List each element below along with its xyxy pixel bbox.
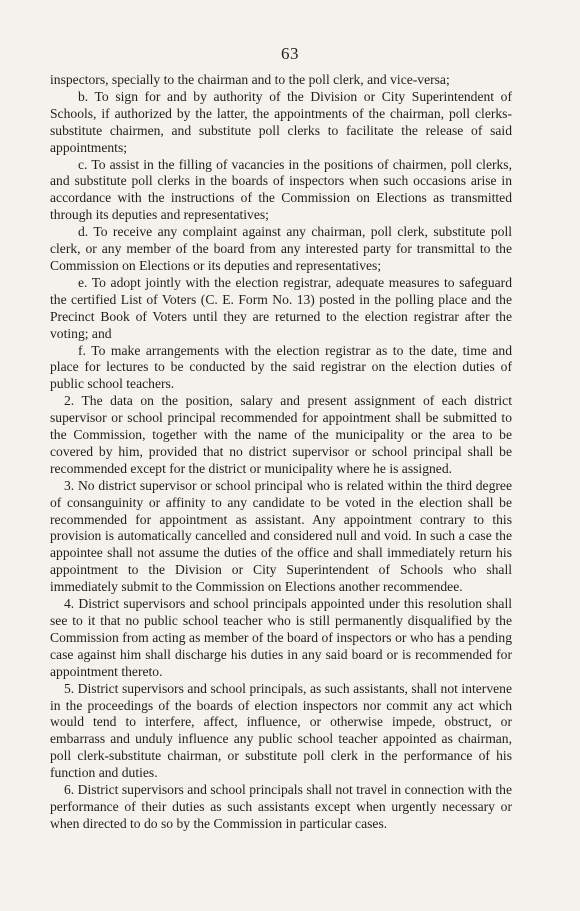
body-text [50, 72, 512, 833]
clause-b: b. To sign for and by authority of the Division or City Superintendent of Schools, if authorized by the latter, the appointments of the chairman, poll clerks-substitute chairmen, and substitute poll clerks to facilitate the release of said appointments; [50, 88, 512, 155]
paragraph-inspectors-continuation: inspectors, specially to the chairman and to the poll clerk, and vice-versa; [50, 72, 450, 87]
section-2: 2. The data on the position, salary and present assignment of each district supervisor or school principal recommended for appointment shall be submitted to the Commission, together with the name of the municipality or the area to be covered by him, provided that no district supervisor or school principal shall be recommended except for the district or municipality where he is assigned. [50, 393, 512, 476]
page-number: 63 [281, 44, 299, 63]
section-3: 3. No district supervisor or school principal who is related within the third degree of consanguinity or affinity to any candidate to be voted in the election shall be recommended for appointment as assistant. Any appointment contrary to this provision is automatically cancelled and considered null and void. In such a case the appointee shall not assume the duties of the office and shall immediately return his appointment to the Division or City Superintendent of Schools who shall immediately submit to the Commission on Elections another recommendee. [50, 477, 512, 595]
clause-d: d. To receive any complaint against any chairman, poll clerk, substitute poll clerk, or any member of the board from any interested party for transmittal to the Commission on Elections or its deputies and representatives; [50, 224, 512, 273]
section-6: 6. District supervisors and school principals shall not travel in connection with the performance of their duties as such assistants except when urgently necessary or when directed to do so by the Commission in particular cases. [50, 782, 512, 831]
section-5: 5. District supervisors and school principals, as such assistants, shall not intervene in the proceedings of the boards of election inspectors nor commit any act which would tend to interfere, affect, influence, or otherwise impede, obstruct, or embarrass and unduly influence any public school teacher appointed as chairman, poll clerk-substitute chairman, or substitute poll clerk in the performance of his function and duties. [50, 680, 512, 781]
clause-f: f. To make arrangements with the election registrar as to the date, time and place for lectures to be conducted by the said registrar on the election duties of public school teachers. [50, 342, 512, 392]
clause-c: c. To assist in the filling of vacancies in the positions of chairmen, poll clerks, and substitute poll clerks in the boards of inspectors when such occasions arise in accordance with the instructions of the Commission on Elections as transmitted through its deputies and representatives; [50, 156, 512, 223]
clause-e: e. To adopt jointly with the election registrar, adequate measures to safeguard the certified List of Voters (C. E. Form No. 13) posted in the polling place and the Precinct Book of Voters until they are returned to the election registrar after the voting; and [50, 274, 512, 341]
section-4: 4. District supervisors and school principals appointed under this resolution shall see to it that no public school teacher who is still permanently disqualified by the Commission from acting as member of the board of inspectors or who has a pending case against him shall discharge his duties in any said board or is recommended for appointment thereto. [50, 596, 512, 679]
